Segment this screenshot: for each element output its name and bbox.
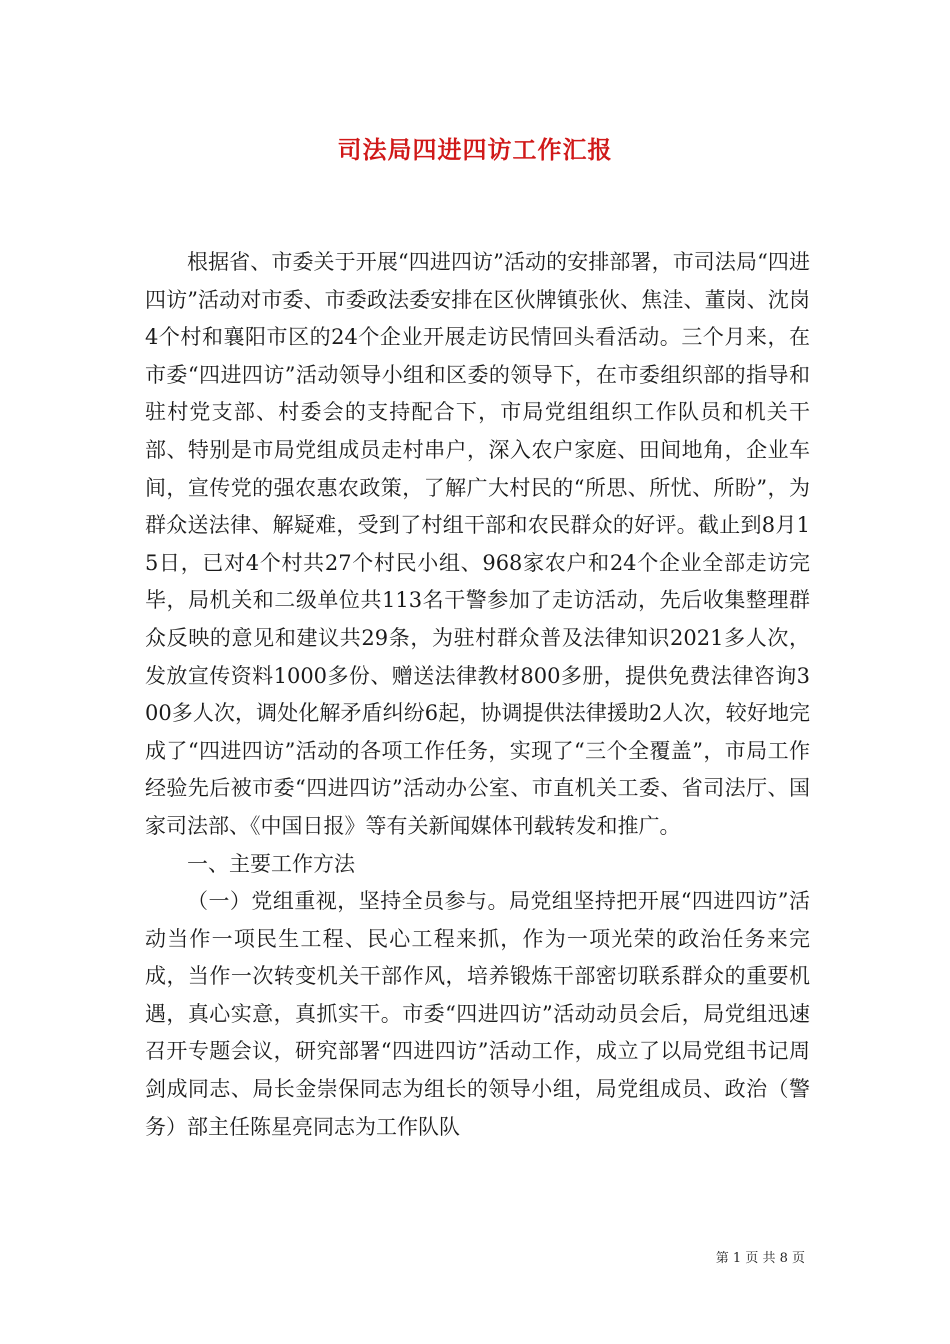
subsection-paragraph: （一）党组重视，坚持全员参与。局党组坚持把开展“四进四访”活动当作一项民生工程、民心工程来抓，作为一项光荣的政治任务来完成，当作一次转变机关干部作风，培养锻炼干部密切联系群众的重要机遇，真心实意，真抓实干。市委“四进四访”活动动员会后，局党组迅速召开专题会议，研究部署“四进四访”活动工作，成立了以局党组书记周剑成同志、局长金崇保同志为组长的领导小组，局党组成员、政治（警务）部主任陈星亮同志为工作队队 — [145, 889, 810, 1139]
intro-paragraph: 根据省、市委关于开展“四进四访”活动的安排部署，市司法局“四进四访”活动对市委、市委政法委安排在区伙牌镇张伙、焦洼、董岗、沈岗4个村和襄阳市区的24个企业开展走访民情回头看活动。三个月来，在市委“四进四访”活动领导小组和区委的领导下，在市委组织部的指导和驻村党支部、村委会的支持配合下，市局党组组织工作队员和机关干部、特别是市局党组成员走村串户，深入农户家庭、田间地角，企业车间，宣传党的强农惠农政策，了解广大村民的“所思、所忧、所盼”，为群众送法律、解疑难，受到了村组干部和农民群众的好评。截止到8月15日，已对4个村共27个村民小组、968家农户和24个企业全部走访完毕，局机关和二级单位共113名干警参加了走访活动，先后收集整理群众反映的意见和建议共29条，为驻村群众普及法律知识2021多人次，发放宣传资料1000多份、赠送法律教材800多册，提供免费法律咨询300多人次，调处化解矛盾纠纷6起，协调提供法律援助2人次，较好地完成了“四进四访”活动的各项工作任务，实现了“三个全覆盖”，市局工作经验先后被市委“四进四访”活动办公室、市直机关工委、省司法厅、国家司法部、《中国日报》等有关新闻媒体刊载转发和推广。 — [145, 250, 810, 838]
document-title: 司法局四进四访工作汇报 — [337, 135, 613, 164]
page-number: 第 1 页 共 8 页 — [715, 1251, 805, 1266]
document-body — [145, 244, 810, 1146]
section-heading: 一、主要工作方法 — [187, 851, 355, 876]
